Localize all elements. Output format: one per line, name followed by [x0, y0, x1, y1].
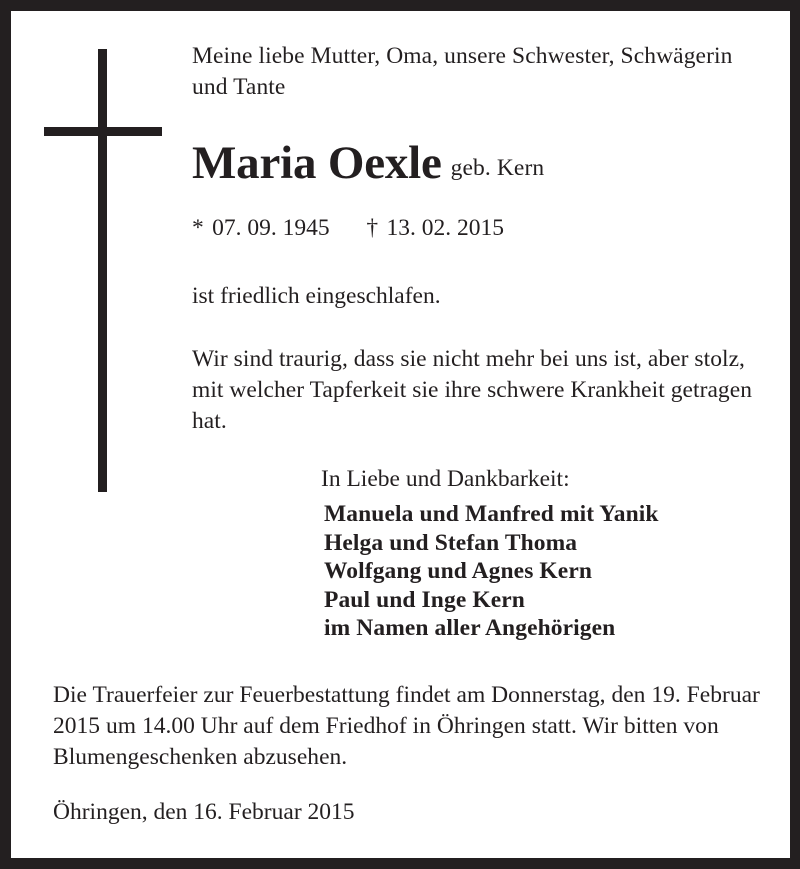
gratitude-block [321, 465, 741, 643]
family-members-list [321, 500, 741, 643]
deceased-name: Maria Oexle [192, 137, 442, 189]
life-dates [192, 214, 504, 242]
funeral-ceremony-details: Die Trauerfeier zur Feuerbestattung findet am Donnerstag, den 19. Februar 2015 um 14.00 Uhr auf dem Friedhof in Öhringen statt. Wir bitten von Blumengeschenken abzusehen. [53, 682, 760, 770]
birth-date: 07. 09. 1945 [212, 215, 330, 241]
death-symbol: † [366, 215, 379, 241]
gratitude-heading: In Liebe und Dankbarkeit: [321, 466, 570, 492]
list-item: Wolfgang und Agnes Kern [324, 558, 593, 584]
deceased-maiden-name: geb. Kern [450, 155, 545, 181]
obituary-content [11, 11, 790, 858]
death-date: 13. 02. 2015 [386, 215, 504, 241]
tribute-text: Wir sind traurig, dass sie nicht mehr bei uns ist, aber stolz, mit welcher Tapferkeit sie ihre schwere Krankheit getragen hat. [192, 346, 753, 434]
deceased-name-line [192, 137, 772, 189]
list-item: Paul und Inge Kern [324, 586, 525, 613]
birth-symbol: * [192, 215, 204, 241]
passing-statement: ist friedlich eingeschlafen. [192, 283, 441, 309]
list-item: Manuela und Manfred mit Yanik [324, 501, 659, 527]
list-item: im Namen aller Angehörigen [324, 615, 616, 641]
obituary-inner-panel [11, 11, 790, 858]
place-and-date-line: Öhringen, den 16. Februar 2015 [53, 799, 355, 825]
list-item: Helga und Stefan Thoma [324, 529, 578, 556]
relationship-intro-text: Meine liebe Mutter, Oma, unsere Schwester, Schwägerin und Tante [192, 43, 733, 100]
